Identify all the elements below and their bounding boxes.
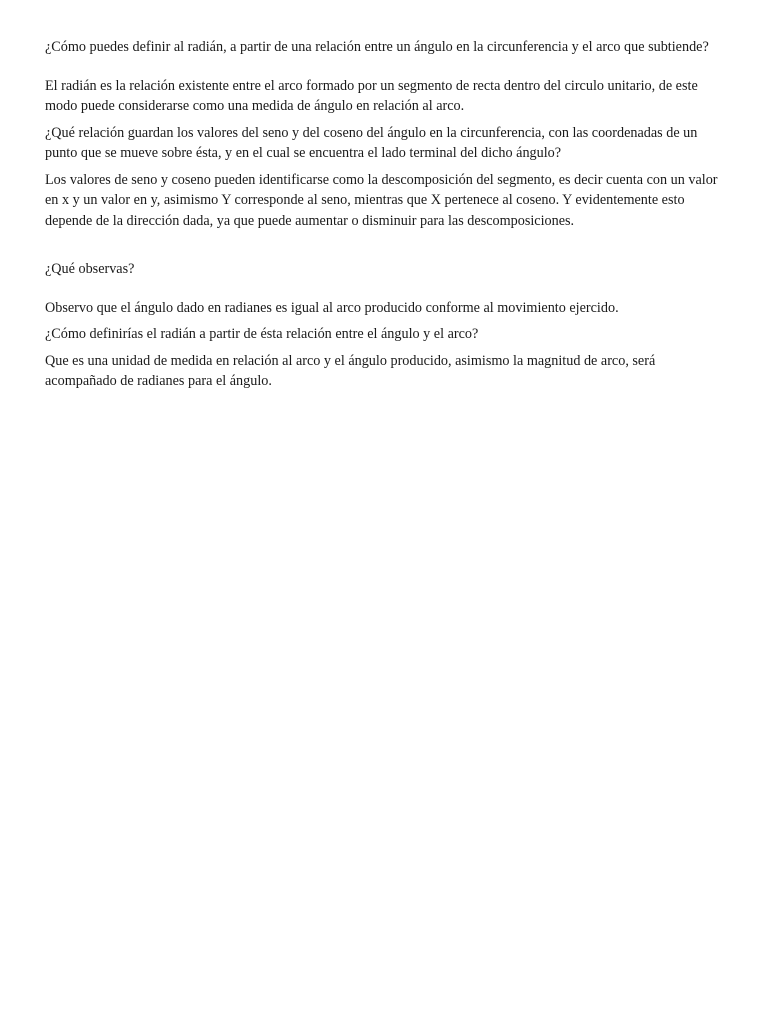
answer-radian-definition: El radián es la relación existente entre el arco formado por un segmento de recta dentro del circulo unitario, de este modo puede considerarse como una medida de ángulo en relación al arco. [45,77,698,114]
answer-observations: Observo que el ángulo dado en radianes es igual al arco producido conforme al movimiento ejercido. [45,299,619,316]
question-radian-arc-angle: ¿Cómo definirías el radián a partir de ésta relación entre el ángulo y el arco? [45,326,479,342]
question-radian-definition: ¿Cómo puedes definir al radián, a partir de una relación entre un ángulo en la circunferencia y el arco que subtiende? [45,39,709,55]
answer-radian-arc-angle: Que es una unidad de medida en relación al arco y el ángulo producido, asimismo la magnitud de arco, será acompañado de radianes para el ángulo. [45,352,656,389]
question-observations: ¿Qué observas? [45,261,135,277]
document-page [45,37,725,392]
answer-sine-cosine-relation: Los valores de seno y coseno pueden identificarse como la descomposición del segmento, es decir cuenta con un valor en x y un valor en y, asimismo Y corresponde al seno, mientras que X pertenece al coseno. Y evidentemente esto depende de la dirección dada, ya que puede aumentar o disminuir para las descomposiciones. [45,171,718,229]
question-sine-cosine-relation: ¿Qué relación guardan los valores del seno y del coseno del ángulo en la circunferencia, con las coordenadas de un punto que se mueve sobre ésta, y en el cual se encuentra el lado terminal del dicho ángulo? [45,124,698,161]
